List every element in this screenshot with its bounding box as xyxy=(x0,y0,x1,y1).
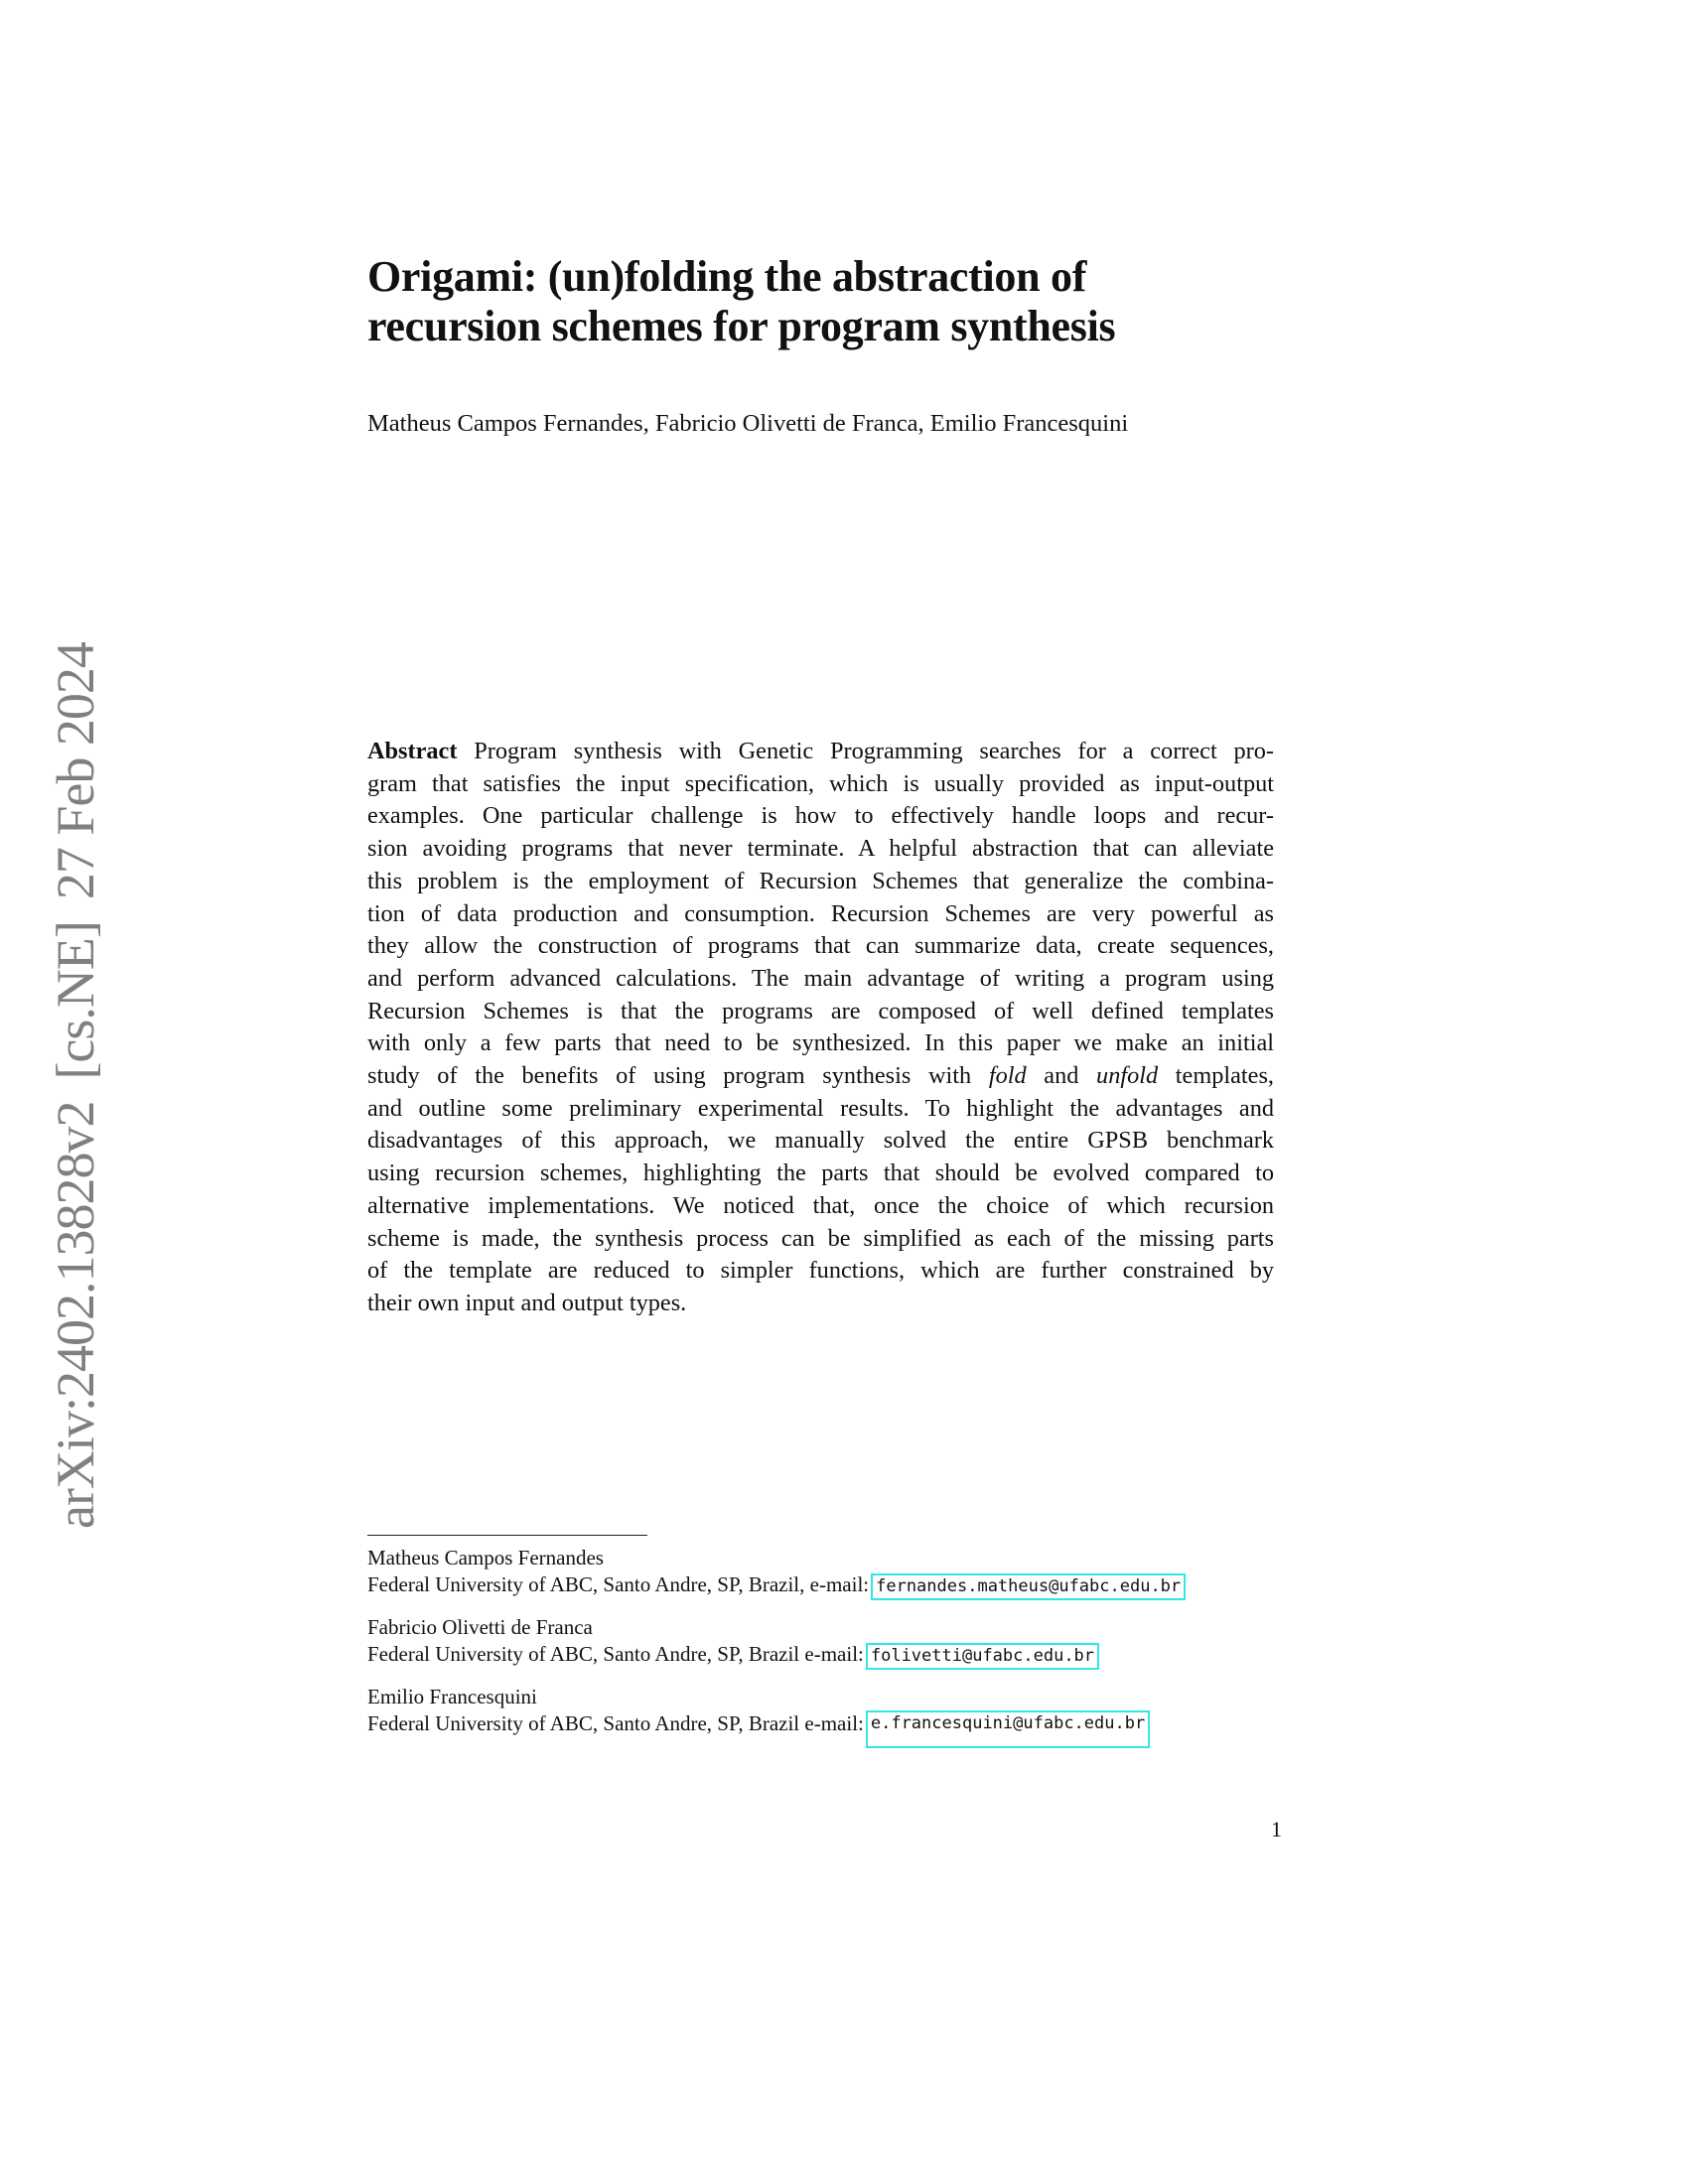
footnote-affiliation: Federal University of ABC, Santo Andre, SP, Brazil e-mail: xyxy=(367,1711,864,1735)
abstract-line: alternative implementations. We noticed that, once the choice of which recursion xyxy=(367,1191,1274,1219)
abstract-line: disadvantages of this approach, we manually solved the entire GPSB benchmark xyxy=(367,1127,1274,1155)
paper-title xyxy=(367,252,1321,351)
arxiv-category: [cs.NE] xyxy=(46,921,105,1080)
abstract-line: of the template are reduced to simpler functions, which are further constrained by xyxy=(367,1257,1274,1285)
abstract-line: they allow the construction of programs that can summarize data, create sequences, xyxy=(367,932,1274,960)
abstract xyxy=(367,736,1274,1320)
abstract-line: Abstract Program synthesis with Genetic Programming searches for a correct pro- xyxy=(367,738,1274,764)
abstract-line: Recursion Schemes is that the programs are composed of well defined templates xyxy=(367,997,1274,1024)
abstract-line: gram that satisfies the input specification, which is usually provided as input-output xyxy=(367,769,1274,797)
italic-unfold: unfold xyxy=(1096,1062,1159,1090)
arxiv-date: 27 Feb 2024 xyxy=(46,642,105,900)
email-link[interactable]: e.francesquini@ufabc.edu.br xyxy=(866,1710,1150,1748)
title-line-1: Origami: (un)folding the abstraction of xyxy=(367,252,1087,301)
footnote-affiliation: Federal University of ABC, Santo Andre, SP, Brazil, e-mail: xyxy=(367,1572,870,1596)
abstract-line: tion of data production and consumption. Recursion Schemes are very powerful as xyxy=(367,899,1274,927)
footnote-author-3 xyxy=(367,1684,1321,1748)
footnote-name: Matheus Campos Fernandes xyxy=(367,1546,604,1570)
abstract-label: Abstract xyxy=(367,738,458,764)
abstract-line: and outline some preliminary experimental results. To highlight the advantages and xyxy=(367,1094,1274,1122)
abstract-line: their own input and output types. xyxy=(367,1289,687,1316)
abstract-line: and perform advanced calculations. The main advantage of writing a program using xyxy=(367,964,1274,992)
italic-fold: fold xyxy=(988,1062,1027,1090)
arxiv-id: arXiv:2402.13828v2 xyxy=(46,1101,105,1529)
email-link[interactable]: folivetti@ufabc.edu.br xyxy=(866,1643,1099,1670)
page-number: 1 xyxy=(1271,1817,1282,1842)
abstract-line: study of the benefits of using program synthesis with fold and unfold templates, xyxy=(367,1062,1274,1090)
footnote-rule xyxy=(367,1535,647,1536)
author-footnotes xyxy=(367,1545,1321,1762)
footnote-author-2 xyxy=(367,1614,1321,1670)
email-link[interactable]: fernandes.matheus@ufabc.edu.br xyxy=(871,1573,1186,1600)
footnote-affiliation: Federal University of ABC, Santo Andre, SP, Brazil e-mail: xyxy=(367,1642,864,1666)
arxiv-stamp xyxy=(46,568,105,1529)
abstract-line: examples. One particular challenge is how to effectively handle loops and recur- xyxy=(367,802,1274,830)
abstract-line: scheme is made, the synthesis process can be simplified as each of the missing parts xyxy=(367,1224,1274,1252)
abstract-line: this problem is the employment of Recursion Schemes that generalize the combina- xyxy=(367,867,1274,894)
footnote-name: Emilio Francesquini xyxy=(367,1685,537,1708)
abstract-line: sion avoiding programs that never terminate. A helpful abstraction that can alleviate xyxy=(367,835,1274,863)
footnote-name: Fabricio Olivetti de Franca xyxy=(367,1615,593,1639)
abstract-line: with only a few parts that need to be synthesized. In this paper we make an initial xyxy=(367,1029,1274,1057)
author-list: Matheus Campos Fernandes, Fabricio Olivetti de Franca, Emilio Francesquini xyxy=(367,410,1129,437)
title-line-2: recursion schemes for program synthesis xyxy=(367,302,1116,350)
abstract-line: using recursion schemes, highlighting the parts that should be evolved compared to xyxy=(367,1160,1274,1187)
footnote-author-1 xyxy=(367,1545,1321,1600)
